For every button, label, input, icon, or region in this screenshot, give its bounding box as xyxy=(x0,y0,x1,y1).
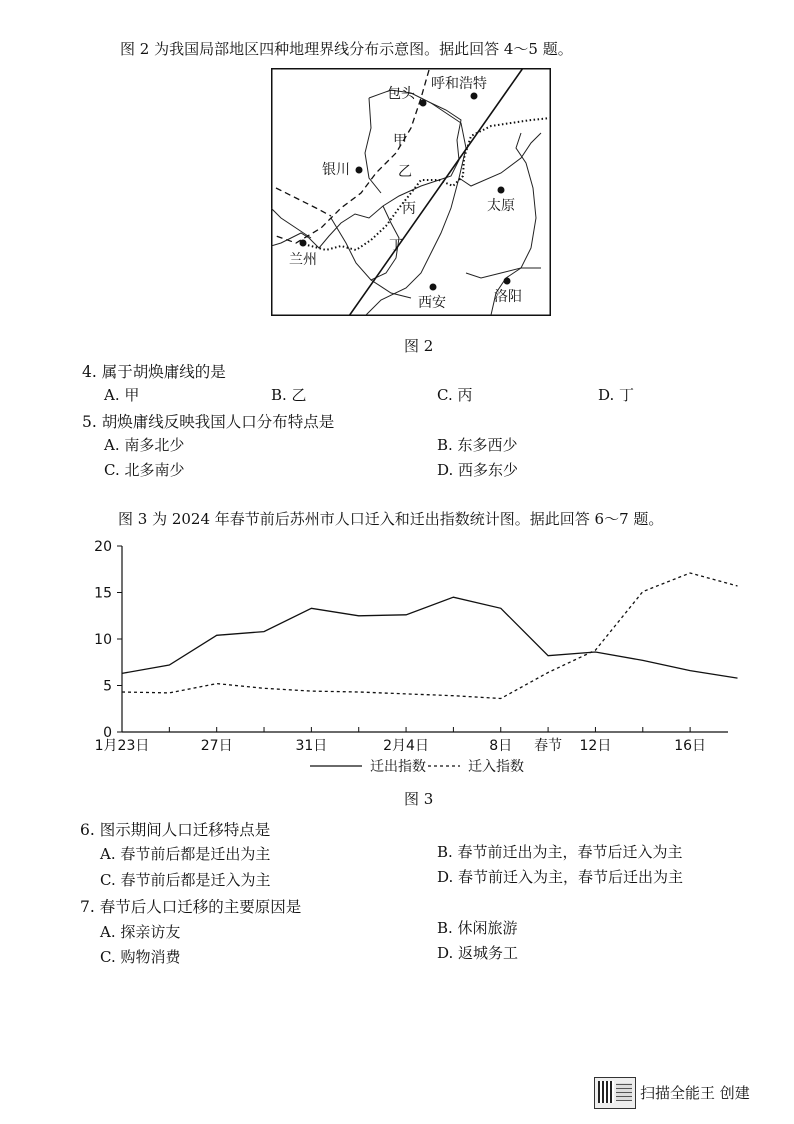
x-tick-label: 春节 xyxy=(534,738,563,754)
q6-option-d[interactable]: D. 春节前迁入为主，春节后迁出为主 xyxy=(437,868,684,886)
chart-lines xyxy=(122,573,738,699)
city-label-baotou: 包头 xyxy=(387,86,415,102)
boundary-outline xyxy=(271,90,461,248)
y-tick-label: 15 xyxy=(94,585,112,602)
line-label-bing: 丙 xyxy=(402,201,416,217)
x-tick-label: 31日 xyxy=(295,738,328,754)
x-tick-label: 27日 xyxy=(200,738,233,754)
q5-stem: 5. 胡焕庸线反映我国人口分布特点是 xyxy=(82,413,335,431)
x-tick-label: 8日 xyxy=(489,738,513,754)
city-label-xian: 西安 xyxy=(418,295,446,311)
y-tick-label: 5 xyxy=(103,678,112,695)
boundary-outline xyxy=(365,98,381,193)
intro-q6-7: 图 3 为 2024 年春节前后苏州市人口迁入和迁出指数统计图。据此回答 6～7 题。 xyxy=(118,510,664,528)
q7-option-c[interactable]: C. 购物消费 xyxy=(100,948,181,966)
boundary-map xyxy=(271,68,551,316)
q5-option-c[interactable]: C. 北多南少 xyxy=(104,461,185,479)
chart-legend xyxy=(310,758,524,775)
chart-axes xyxy=(122,546,728,732)
city-dot-yinchuan xyxy=(356,167,363,174)
q5-option-b[interactable]: B. 东多西少 xyxy=(437,436,518,454)
intro-q4-5: 图 2 为我国局部地区四种地理界线分布示意图。据此回答 4～5 题。 xyxy=(120,40,573,58)
q4-option-c[interactable]: C. 丙 xyxy=(437,386,473,404)
x-tick-label: 16日 xyxy=(674,738,707,754)
y-tick-label: 0 xyxy=(103,725,112,741)
x-tick-label: 2月4日 xyxy=(383,738,429,754)
city-label-lanzhou: 兰州 xyxy=(289,252,317,268)
figure2-caption: 图 2 xyxy=(404,337,434,355)
scanner-logo-icon xyxy=(594,1077,636,1109)
series-line-in xyxy=(122,573,738,699)
y-tick-label: 20 xyxy=(94,540,112,555)
q7-option-a[interactable]: A. 探亲访友 xyxy=(100,923,181,941)
city-label-hohhot: 呼和浩特 xyxy=(431,76,487,92)
q5-option-a[interactable]: A. 南多北少 xyxy=(104,436,185,454)
line-label-yi: 乙 xyxy=(398,164,412,180)
legend-out-label: 迁出指数 xyxy=(370,759,426,775)
footer-text: 扫描全能王 创建 xyxy=(640,1084,750,1102)
city-dot-lanzhou xyxy=(300,240,307,247)
city-label-taiyuan: 太原 xyxy=(487,198,515,214)
q6-option-c[interactable]: C. 春节前后都是迁入为主 xyxy=(100,871,271,889)
city-dot-xian xyxy=(430,284,437,291)
city-label-yinchuan: 银川 xyxy=(322,162,350,178)
q4-option-d[interactable]: D. 丁 xyxy=(598,386,635,404)
y-tick-label: 10 xyxy=(94,632,112,648)
q7-stem: 7. 春节后人口迁移的主要原因是 xyxy=(80,898,302,916)
series-line-out xyxy=(122,597,738,678)
city-dot-baotou xyxy=(420,100,427,107)
q6-option-b[interactable]: B. 春节前迁出为主，春节后迁入为主 xyxy=(437,843,683,861)
line-bing xyxy=(299,118,551,250)
line-label-jia: 甲 xyxy=(393,133,407,149)
q4-option-b[interactable]: B. 乙 xyxy=(271,386,307,404)
migration-index-chart xyxy=(80,540,740,780)
boundary-outline xyxy=(271,208,311,238)
line-jia-west xyxy=(276,188,331,216)
q6-stem: 6. 图示期间人口迁移特点是 xyxy=(80,821,271,839)
figure3-caption: 图 3 xyxy=(404,790,434,808)
legend-in-label: 迁入指数 xyxy=(468,759,524,775)
city-label-luoyang: 洛阳 xyxy=(494,289,522,305)
chart-ticks xyxy=(94,540,706,754)
city-dot-luoyang xyxy=(504,278,511,285)
boundary-outline xyxy=(366,103,466,315)
q4-stem: 4. 属于胡焕庸线的是 xyxy=(82,363,226,381)
q4-option-a[interactable]: A. 甲 xyxy=(104,386,140,404)
q5-option-d[interactable]: D. 西多东少 xyxy=(437,461,519,479)
x-tick-label: 12日 xyxy=(579,738,612,754)
city-dot-taiyuan xyxy=(498,187,505,194)
city-dot-hohhot xyxy=(471,93,478,100)
x-tick-label: 1月23日 xyxy=(94,738,150,754)
q7-option-d[interactable]: D. 返城务工 xyxy=(437,944,519,962)
line-label-ding: 丁 xyxy=(389,238,403,254)
q7-option-b[interactable]: B. 休闲旅游 xyxy=(437,919,518,937)
q6-option-a[interactable]: A. 春节前后都是迁出为主 xyxy=(100,845,271,863)
